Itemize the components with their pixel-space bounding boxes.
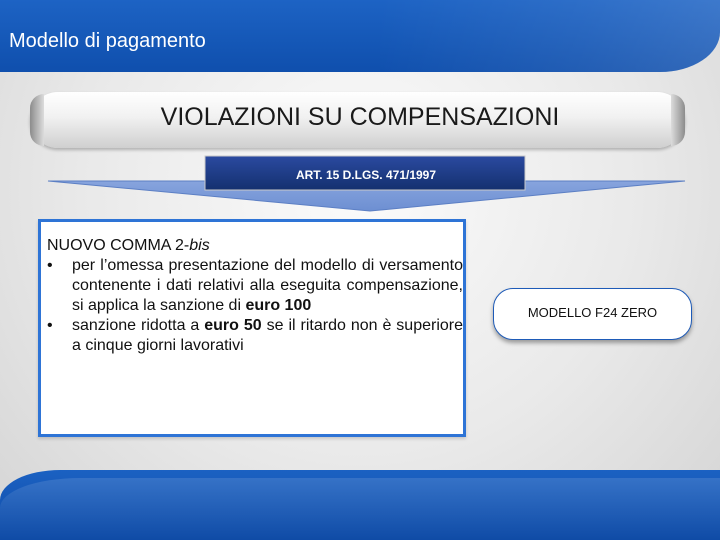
box-heading: NUOVO COMMA 2-bis <box>47 237 210 254</box>
header-title: Modello di pagamento <box>9 30 206 52</box>
down-arrow-shape <box>0 150 720 220</box>
bullet-dot: • <box>47 257 53 274</box>
bullet-dot: • <box>47 317 53 334</box>
arrow-label: ART. 15 D.LGS. 471/1997 <box>295 168 437 182</box>
header-swoosh <box>380 0 720 72</box>
bullet-item: • per l’omessa presentazione del modello di versamento contenente i dati relativi alla eseguita compensazione, si applica la sanzione di euro 100 <box>47 257 463 314</box>
content-text <box>47 236 463 356</box>
footer-swoosh <box>0 478 720 540</box>
bullet-item: • sanzione ridotta a euro 50 se il ritardo non è superiore a cinque giorni lavorativi <box>47 317 463 354</box>
f24-zero-label: MODELLO F24 ZERO <box>527 305 658 320</box>
banner-title: VIOLAZIONI SU COMPENSAZIONI <box>160 103 560 131</box>
